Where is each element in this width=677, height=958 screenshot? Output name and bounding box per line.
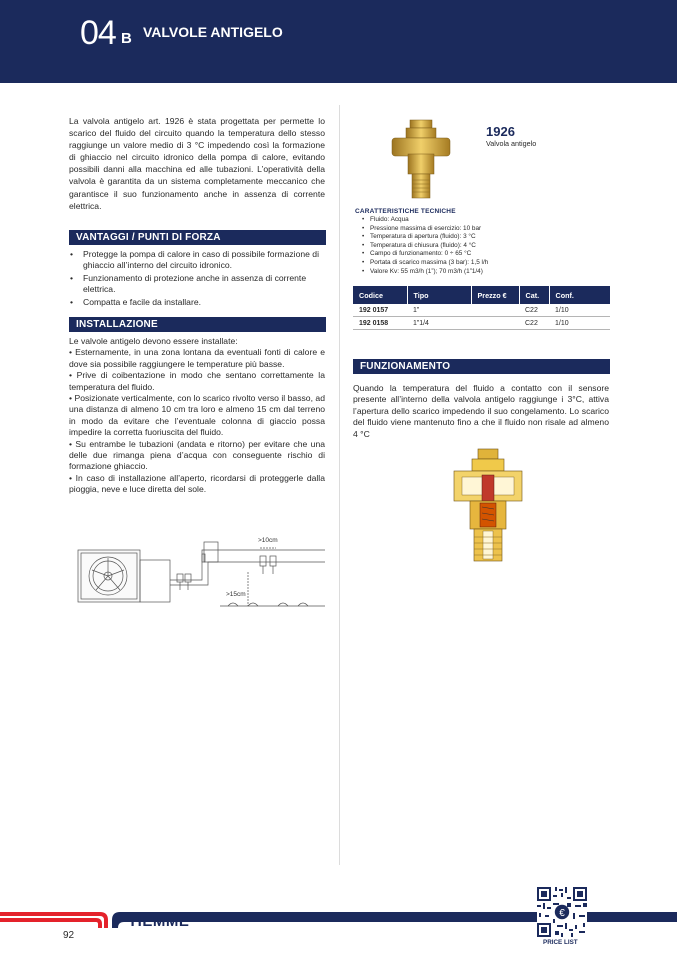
- specs-list: [362, 216, 488, 276]
- list-item: • Compatta e facile da installare.: [70, 296, 201, 307]
- list-item: • Valore Kv: 55 m3/h (1”); 70 m3/h (1”1/4): [362, 267, 483, 275]
- page-number: 92: [63, 930, 75, 941]
- intro-paragraph: [69, 115, 325, 212]
- distance-10-label: >10cm: [258, 537, 278, 544]
- list-item: • Portata di scarico massima (3 bar): 1,5 l/h: [362, 258, 489, 266]
- page-title: VALVOLE ANTIGELO: [143, 24, 283, 40]
- brand-logo: TIEMME: [128, 913, 190, 930]
- operation-paragraph: [353, 383, 609, 440]
- cell-code: 192 0157: [353, 304, 407, 317]
- list-item: • Funzionamento di protezione anche in assenza di corrente elettrica.: [70, 272, 307, 295]
- operation-text: Quando la temperatura del fluido a contatto con il sensore presente all’interno della valvola antigelo raggiunge i 3°C, attiva l’apertura dello scarico impedendo il suo congelamento. Lo scarico del fluido viene mantenuto fino a che il fluido non risale ad almeno 4 °C: [353, 383, 609, 439]
- column-header: Codice: [353, 286, 407, 304]
- installation-heading: INSTALLAZIONE: [69, 317, 326, 332]
- price-table: [353, 286, 610, 330]
- specs-heading: CARATTERISTICHE TECNICHE: [355, 208, 456, 215]
- table-header-row: [353, 286, 610, 304]
- intro-text: La valvola antigelo art. 1926 è stata progettata per permette lo scarico del fluido del circuito quando la temperatura dello stesso raggiunge un valore medio di 3 °C impedendo così la formazione di ghiaccio nel circuito idronico della pompa di calore, evitando possibili danni alla macchina ed alle tubazioni. L’operatività della valvola è garantita da un sistema completamente meccanico che garantisce il suo funzionamento anche in assenza di corrente elettrica.: [69, 116, 325, 211]
- column-divider: [339, 105, 340, 865]
- table-row: [353, 304, 610, 317]
- list-item: • Fluido: Acqua: [362, 216, 409, 223]
- list-item: • Protegge la pompa di calore in caso di possibile formazione di ghiaccio all’interno del circuito idronico.: [70, 249, 319, 271]
- column-header: Conf.: [549, 286, 610, 304]
- list-item: • Esternamente, in una zona lontana da eventuali fonti di calore e dove sia possibile raggiungere le temperature più basse.: [69, 347, 325, 369]
- qr-caption: PRICE LIST: [543, 939, 578, 946]
- product-code: 1926: [486, 124, 515, 139]
- cell-pack: 1/10: [549, 304, 610, 317]
- list-item: • Prive di coibentazione in modo che sentano correttamente la temperatura del fluido.: [69, 370, 325, 392]
- cell-price: [471, 304, 519, 317]
- column-header: Prezzo €: [471, 286, 519, 304]
- valve-cutaway-image: [452, 447, 524, 565]
- list-item: • Temperatura di apertura (fluido): 3 °C: [362, 233, 476, 241]
- column-header: Tipo: [407, 286, 471, 304]
- list-item: • Temperatura di chiusura (fluido): 4 °C: [362, 241, 476, 249]
- installation-text: [69, 336, 325, 496]
- page-header: [0, 0, 677, 83]
- cell-type: 1”1/4: [407, 317, 471, 330]
- cell-code: 192 0158: [353, 317, 407, 330]
- cell-category: C22: [519, 317, 549, 330]
- list-item: • Pressione massima di esercizio: 10 bar: [362, 224, 482, 232]
- qr-code-icon[interactable]: [537, 887, 587, 937]
- installation-diagram: [70, 530, 325, 620]
- installation-intro: Le valvole antigelo devono essere installate:: [69, 336, 238, 346]
- product-name: Valvola antigelo: [486, 139, 537, 148]
- list-item: • In caso di installazione all’aperto, ricordarsi di proteggerle dalla pioggia, neve e luce diretta del sole.: [69, 472, 325, 495]
- svg-text:€: €: [559, 908, 565, 920]
- operation-heading: FUNZIONAMENTO: [353, 359, 610, 374]
- cell-category: C22: [519, 304, 549, 317]
- table-row: [353, 317, 610, 330]
- list-item: • Campo di funzionamento: 0 ÷ 65 °C: [362, 250, 472, 258]
- valve-product-image: [390, 118, 452, 200]
- distance-15-label: >15cm: [226, 591, 246, 598]
- chapter-letter: B: [121, 30, 132, 47]
- column-header: Cat.: [519, 286, 549, 304]
- cell-price: [471, 317, 519, 330]
- list-item: • Su entrambe le tubazioni (andata e ritorno) per evitare che una delle due rimanga piena d’acqua con conseguente rischio di formazione ghiaccio.: [69, 438, 325, 472]
- chapter-number: 04: [80, 14, 116, 52]
- advantages-list: [69, 249, 325, 309]
- cell-type: 1”: [407, 304, 471, 317]
- list-item: • Posizionate verticalmente, con lo scarico rivolto verso il basso, ad una distanza di almeno 10 cm tra loro e almeno 15 cm dal terreno in modo da evitare che l’eventuale colonna di giaccio possa impedire la corretta fuoriuscita del fluido.: [69, 393, 325, 438]
- advantages-heading: VANTAGGI / PUNTI DI FORZA: [69, 230, 326, 245]
- cell-pack: 1/10: [549, 317, 610, 330]
